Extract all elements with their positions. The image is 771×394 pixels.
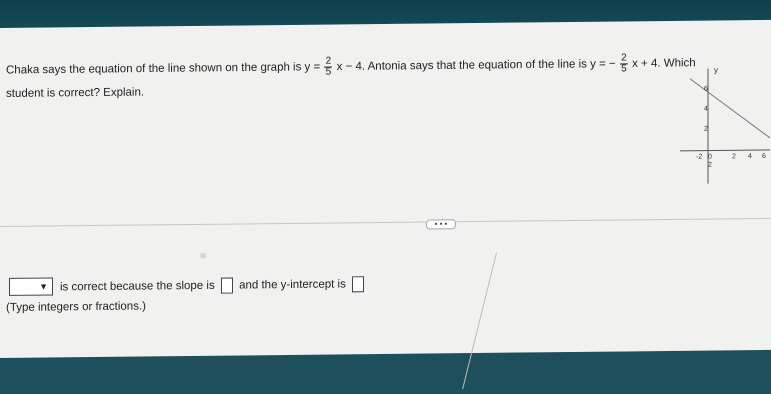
fraction-1-numerator: 2 xyxy=(325,55,332,67)
graph-tick-x4: 4 xyxy=(748,153,752,161)
section-divider xyxy=(0,218,771,227)
slope-input[interactable] xyxy=(221,278,233,294)
graph-y-label: y xyxy=(714,65,718,75)
graph-tick-x6: 6 xyxy=(762,152,766,161)
graph-tick-origin: 0 xyxy=(708,153,712,161)
graph-x-axis xyxy=(680,150,770,151)
graph-tick-neg-y: 2 xyxy=(708,161,712,169)
question-panel xyxy=(0,20,771,358)
page-edge-line xyxy=(462,253,497,389)
graph-tick-2: 2 xyxy=(704,125,708,133)
loading-dot-icon xyxy=(200,253,206,259)
graph-tick-neg2: -2 xyxy=(696,153,703,161)
question-line-1 xyxy=(6,53,696,81)
dropdown-caret-icon: ▼ xyxy=(39,281,48,292)
question-line-2: student is correct? Explain. xyxy=(6,86,145,100)
fraction-1 xyxy=(324,57,332,78)
question-text-b: x − 4. Antonia says that the equation of the line is y = − xyxy=(336,58,616,74)
fraction-2 xyxy=(620,53,628,74)
question-text-a: Chaka says the equation of the line shown on the graph is y = xyxy=(6,61,321,77)
y-intercept-input[interactable] xyxy=(352,276,364,292)
question-text-c: x + 4. Which xyxy=(632,57,696,70)
graph-tick-x2: 2 xyxy=(732,153,736,161)
coordinate-graph xyxy=(660,58,770,189)
graph-tick-6: 6 xyxy=(704,85,708,93)
input-hint: (Type integers or fractions.) xyxy=(6,300,146,314)
answer-text-a: is correct because the slope is xyxy=(60,279,215,294)
student-select-dropdown[interactable] xyxy=(9,277,53,295)
fraction-1-denominator: 5 xyxy=(325,66,332,78)
fraction-2-numerator: 2 xyxy=(621,52,627,64)
graph-tick-4: 4 xyxy=(704,105,708,113)
fraction-2-denominator: 5 xyxy=(621,63,627,75)
answer-line xyxy=(60,276,367,295)
more-options-button[interactable]: • • • xyxy=(426,219,456,229)
answer-text-b: and the y-intercept is xyxy=(239,278,346,292)
graph-line xyxy=(690,78,770,139)
